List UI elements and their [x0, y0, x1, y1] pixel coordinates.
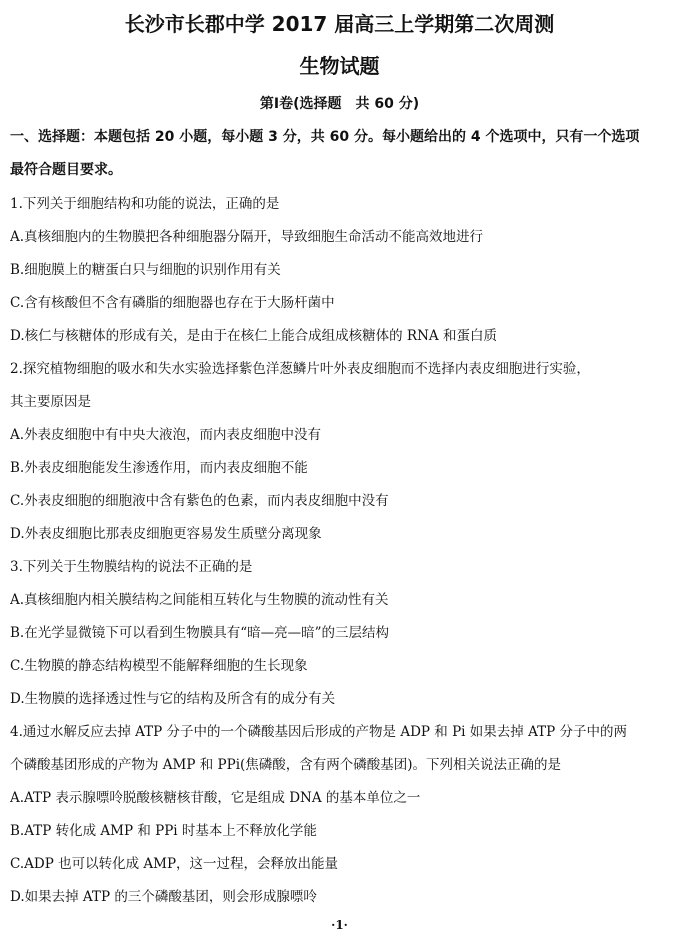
question-2-stem-line-1: 2.探究植物细胞的吸水和失水实验选择紫色洋葱鳞片叶外表皮细胞而不选择内表皮细胞进行实验，	[10, 361, 590, 377]
question-3-option-c: C.生物膜的静态结构模型不能解释细胞的生长现象	[10, 658, 308, 674]
exam-subtitle: 生物试题	[299, 54, 380, 78]
question-1-option-d: D.核仁与核糖体的形成有关，是由于在核仁上能合成组成核糖体的 RNA 和蛋白质	[10, 328, 497, 344]
question-1-option-c: C.含有核酸但不含有磷脂的细胞器也存在于大肠杆菌中	[10, 295, 335, 311]
question-4-option-c: C.ADP 也可以转化成 AMP，这一过程，会释放出能量	[10, 856, 339, 872]
section-heading: 第Ⅰ卷(选择题 共 60 分)	[259, 96, 420, 112]
question-3-option-a: A.真核细胞内相关膜结构之间能相互转化与生物膜的流动性有关	[10, 592, 389, 608]
question-1-stem: 1.下列关于细胞结构和功能的说法，正确的是	[10, 196, 280, 212]
question-2-option-b: B.外表皮细胞能发生渗透作用，而内表皮细胞不能	[10, 460, 308, 476]
question-3-stem: 3.下列关于生物膜结构的说法不正确的是	[10, 559, 253, 575]
question-2-option-c: C.外表皮细胞的细胞液中含有紫色的色素，而内表皮细胞中没有	[10, 493, 389, 509]
question-1-option-b: B.细胞膜上的糖蛋白只与细胞的识别作用有关	[10, 262, 281, 278]
instructions-line-1: 一、选择题：本题包括 20 小题，每小题 3 分，共 60 分。每小题给出的 4 个选项中，只有一个选项	[10, 129, 640, 145]
question-4-option-d: D.如果去掉 ATP 的三个磷酸基团，则会形成腺嘌呤	[10, 889, 317, 905]
question-2-stem-line-2: 其主要原因是	[10, 394, 91, 410]
instructions-line-2: 最符合题目要求。	[10, 162, 122, 178]
question-3-option-b: B.在光学显微镜下可以看到生物膜具有“暗—亮—暗”的三层结构	[10, 625, 390, 641]
exam-title: 长沙市长郡中学 2017 届高三上学期第二次周测	[124, 12, 555, 36]
question-4-option-a: A.ATP 表示腺嘌呤脱酸核糖核苷酸，它是组成 DNA 的基本单位之一	[10, 790, 421, 806]
page-number: ·1·	[331, 918, 348, 932]
question-4-stem-line-1: 4.通过水解反应去掉 ATP 分子中的一个磷酸基因后形成的产物是 ADP 和 Pi 如果去掉 ATP 分子中的两	[10, 724, 627, 740]
question-2-option-a: A.外表皮细胞中有中央大液泡，而内表皮细胞中没有	[10, 427, 322, 443]
question-4-stem-line-2: 个磷酸基团形成的产物为 AMP 和 PPi(焦磷酸，含有两个磷酸基团)。下列相关说法正确的是	[10, 757, 562, 773]
question-2-option-d: D.外表皮细胞比那表皮细胞更容易发生质壁分离现象	[10, 526, 322, 542]
question-4-option-b: B.ATP 转化成 AMP 和 PPi 时基本上不释放化学能	[10, 823, 317, 839]
question-1-option-a: A.真核细胞内的生物膜把各种细胞器分隔开，导致细胞生命活动不能高效地进行	[10, 229, 484, 245]
question-3-option-d: D.生物膜的选择透过性与它的结构及所含有的成分有关	[10, 691, 336, 707]
